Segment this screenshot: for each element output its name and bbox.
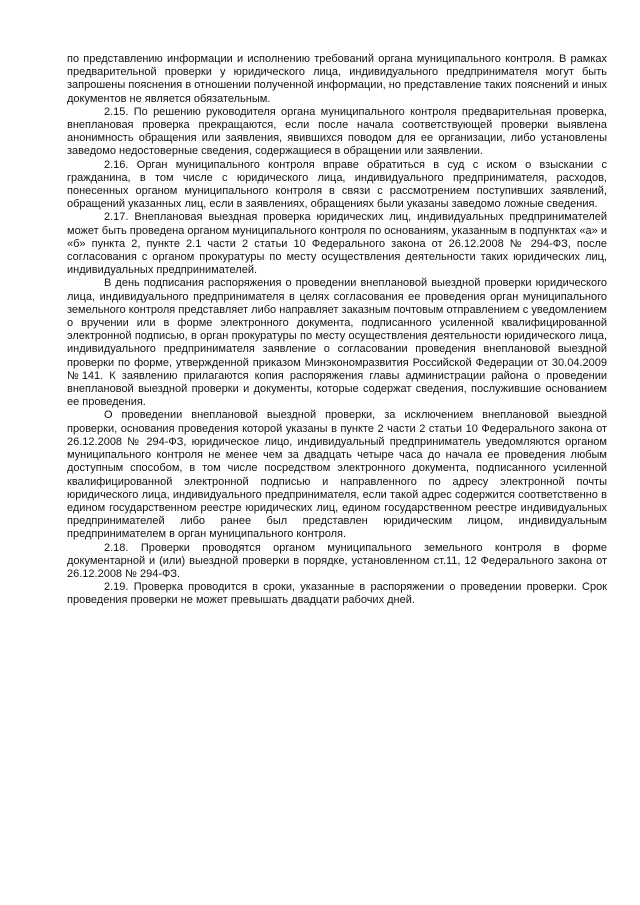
paragraph-notification: О проведении внеплановой выездной проверки, за исключением внеплановой выездной проверки, основания проведения которой указаны в пункте 2 части 2 статьи 10 Федерального закона от 26.12.2008 № 294-ФЗ, юридическое лицо, индивидуальный предприниматель уведомляются органом муниципального контроля не менее чем за двадцать четыре часа до начала ее проведения любым доступным способом, в том числе посредством электронного документа, подписанного усиленной квалифицированной электронной подписью и направленного по адресу электронной почты юридического лица, индивидуального предпринимателя, если такой адрес содержится соответственно в едином государственном реестре юридических лиц, едином государственном реестре индивидуальных предпринимателей либо ранее был представлен юридическим лицом, индивидуальным предпринимателем в орган муниципального контроля. <box>67 409 607 541</box>
document-page <box>67 53 607 608</box>
paragraph-2-16: 2.16. Орган муниципального контроля вправе обратиться в суд с иском о взыскании с гражданина, в том числе с юридического лица, индивидуального предпринимателя, расходов, понесенных органом муниципального контроля в связи с рассмотрением поступивших заявлений, обращений указанных лиц, если в заявлениях, обращениях были указаны заведомо ложные сведения. <box>67 158 607 211</box>
paragraph-2-19: 2.19. Проверка проводится в сроки, указанные в распоряжении о проведении проверки. Срок проведения проверки не может превышать двадцати рабочих дней. <box>67 581 607 607</box>
paragraph-2-17: 2.17. Внеплановая выездная проверка юридических лиц, индивидуальных предпринимателей может быть проведена органом муниципального контроля по основаниям, указанным в подпунктах «а» и «б» пункта 2, пункте 2.1 части 2 статьи 10 Федерального закона от 26.12.2008 № 294-ФЗ, после согласования с органом прокуратуры по месту осуществления деятельности таких юридических лиц, индивидуальных предпринимателей. <box>67 211 607 277</box>
paragraph-approval-procedure: В день подписания распоряжения о проведении внеплановой выездной проверки юридического лица, индивидуального предпринимателя в целях согласования ее проведения орган муниципального земельного контроля представляет либо направляет заказным почтовым отправлением с уведомлением о вручении или в форме электронного документа, подписанного усиленной квалифицированной электронной подписью, в орган прокуратуры по месту осуществления деятельности юридического лица, индивидуального предпринимателя заявление о согласовании проведения внеплановой выездной проверки по форме, утвержденной приказом Минэкономразвития Российской Федерации от 30.04.2009 №141. К заявлению прилагаются копия распоряжения главы администрации района о проведении внеплановой выездной проверки и документы, которые содержат сведения, послужившие основанием ее проведения. <box>67 277 607 409</box>
paragraph-information-request: по представлению информации и исполнению требований органа муниципального контроля. В рамках предварительной проверки у юридического лица, индивидуального предпринимателя могут быть запрошены пояснения в отношении полученной информации, но представление таких пояснений и иных документов не является обязательным. <box>67 53 607 105</box>
paragraph-2-15: 2.15. По решению руководителя органа муниципального контроля предварительная проверка, внеплановая проверка прекращаются, если после начала соответствующей проверки выявлена анонимность обращения или заявления, явившихся поводом для ее организации, либо установлены заведомо недостоверные сведения, содержащиеся в обращении или заявлении. <box>67 105 607 158</box>
paragraph-2-18: 2.18. Проверки проводятся органом муниципального земельного контроля в форме документарной и (или) выездной проверки в порядке, установленном ст.11, 12 Федерального закона от 26.12.2008 № 294-ФЗ. <box>67 541 607 580</box>
